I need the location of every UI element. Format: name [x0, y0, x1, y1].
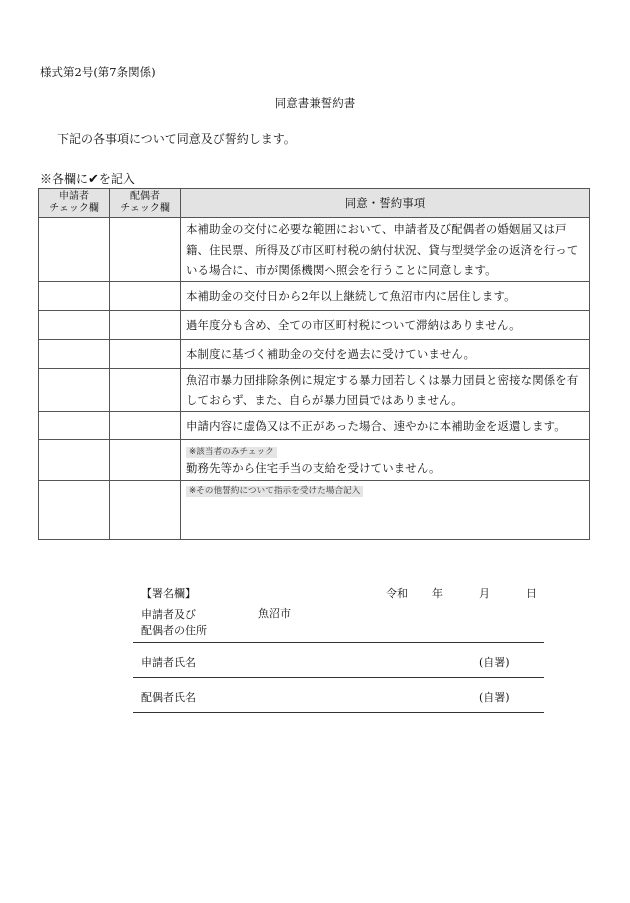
spouse-check-cell[interactable] — [110, 411, 181, 439]
signature-section-label: 【署名欄】 — [141, 587, 196, 600]
table-row — [39, 218, 590, 282]
instruction-prefix: ※各欄に — [40, 172, 89, 186]
item-cell — [181, 439, 590, 480]
spouse-check-cell[interactable] — [110, 339, 181, 368]
spouse-header-line1: 配偶者 — [130, 191, 160, 202]
address-label-line2: 配偶者の住所 — [141, 624, 207, 637]
applicant-header-line1: 申請者 — [59, 191, 89, 202]
spouse-check-cell[interactable] — [110, 368, 181, 411]
spouse-check-cell[interactable] — [110, 480, 181, 539]
table-row — [39, 411, 590, 439]
applicant-check-cell[interactable] — [39, 368, 110, 411]
intro-text: 下記の各事項について同意及び誓約します。 — [57, 132, 296, 146]
spouse-check-cell[interactable] — [110, 310, 181, 339]
conditional-note: ※該当者のみチェック — [186, 447, 277, 458]
other-pledge-note: ※その他誓約について指示を受けた場合記入 — [186, 486, 363, 497]
applicant-check-cell[interactable] — [39, 480, 110, 539]
applicant-name-label: 申請者氏名 — [141, 656, 196, 669]
item-text: 本補助金の交付に必要な範囲において、申請者及び配偶者の婚姻届又は戸籍、住民票、所得及び市区町村税の納付状況、貸与型奨学金の返済を行っている場合に、市が関係機関へ照会を行うことに同意します。 — [181, 218, 590, 282]
month-label: 月 — [479, 587, 490, 600]
instruction-suffix: を記入 — [98, 172, 135, 186]
applicant-check-cell[interactable] — [39, 339, 110, 368]
item-text: 魚沼市暴力団排除条例に規定する暴力団若しくは暴力団員と密接な関係を有しておらず、また、自らが暴力団員ではありません。 — [181, 368, 590, 411]
table-header-row — [39, 189, 590, 218]
table-row — [39, 310, 590, 339]
table-row — [39, 368, 590, 411]
table-row — [39, 439, 590, 480]
spouse-name-underline[interactable] — [133, 712, 544, 713]
table-row — [39, 339, 590, 368]
items-header: 同意・誓約事項 — [181, 189, 590, 218]
spouse-sign-note: (自署) — [479, 691, 510, 704]
spouse-name-label: 配偶者氏名 — [141, 691, 196, 704]
instruction-text — [40, 170, 135, 187]
applicant-header-line2: チェック欄 — [49, 203, 99, 214]
spouse-check-cell[interactable] — [110, 218, 181, 282]
spouse-check-header — [110, 189, 181, 218]
table-row — [39, 480, 590, 539]
checkmark-icon: ✔ — [88, 172, 99, 187]
spouse-check-cell[interactable] — [110, 281, 181, 310]
applicant-check-cell[interactable] — [39, 411, 110, 439]
address-label-line1: 申請者及び — [141, 608, 196, 621]
spouse-header-line2: チェック欄 — [120, 203, 170, 214]
applicant-name-underline[interactable] — [133, 677, 544, 678]
applicant-check-cell[interactable] — [39, 218, 110, 282]
era-label: 令和 — [386, 587, 408, 600]
other-pledge-cell[interactable] — [181, 480, 590, 539]
document-title: 同意書兼誓約書 — [274, 96, 356, 110]
item-text: 勤務先等から住宅手当の支給を受けていません。 — [186, 460, 441, 475]
applicant-check-cell[interactable] — [39, 281, 110, 310]
item-text: 過年度分も含め、全ての市区町村税について滞納はありません。 — [181, 310, 590, 339]
day-label: 日 — [526, 587, 537, 600]
address-value[interactable]: 魚沼市 — [258, 607, 291, 620]
table-row — [39, 281, 590, 310]
address-underline — [133, 642, 544, 643]
item-text: 申請内容に虚偽又は不正があった場合、速やかに本補助金を返還します。 — [181, 411, 590, 439]
applicant-sign-note: (自署) — [479, 656, 510, 669]
item-text: 本制度に基づく補助金の交付を過去に受けていません。 — [181, 339, 590, 368]
spouse-check-cell[interactable] — [110, 439, 181, 480]
year-label: 年 — [432, 587, 443, 600]
applicant-check-cell[interactable] — [39, 439, 110, 480]
form-number: 様式第2号(第7条関係) — [40, 65, 156, 79]
item-text: 本補助金の交付日から2年以上継続して魚沼市内に居住します。 — [181, 281, 590, 310]
applicant-check-cell[interactable] — [39, 310, 110, 339]
consent-table — [38, 188, 590, 540]
address-label — [141, 607, 207, 639]
applicant-check-header — [39, 189, 110, 218]
